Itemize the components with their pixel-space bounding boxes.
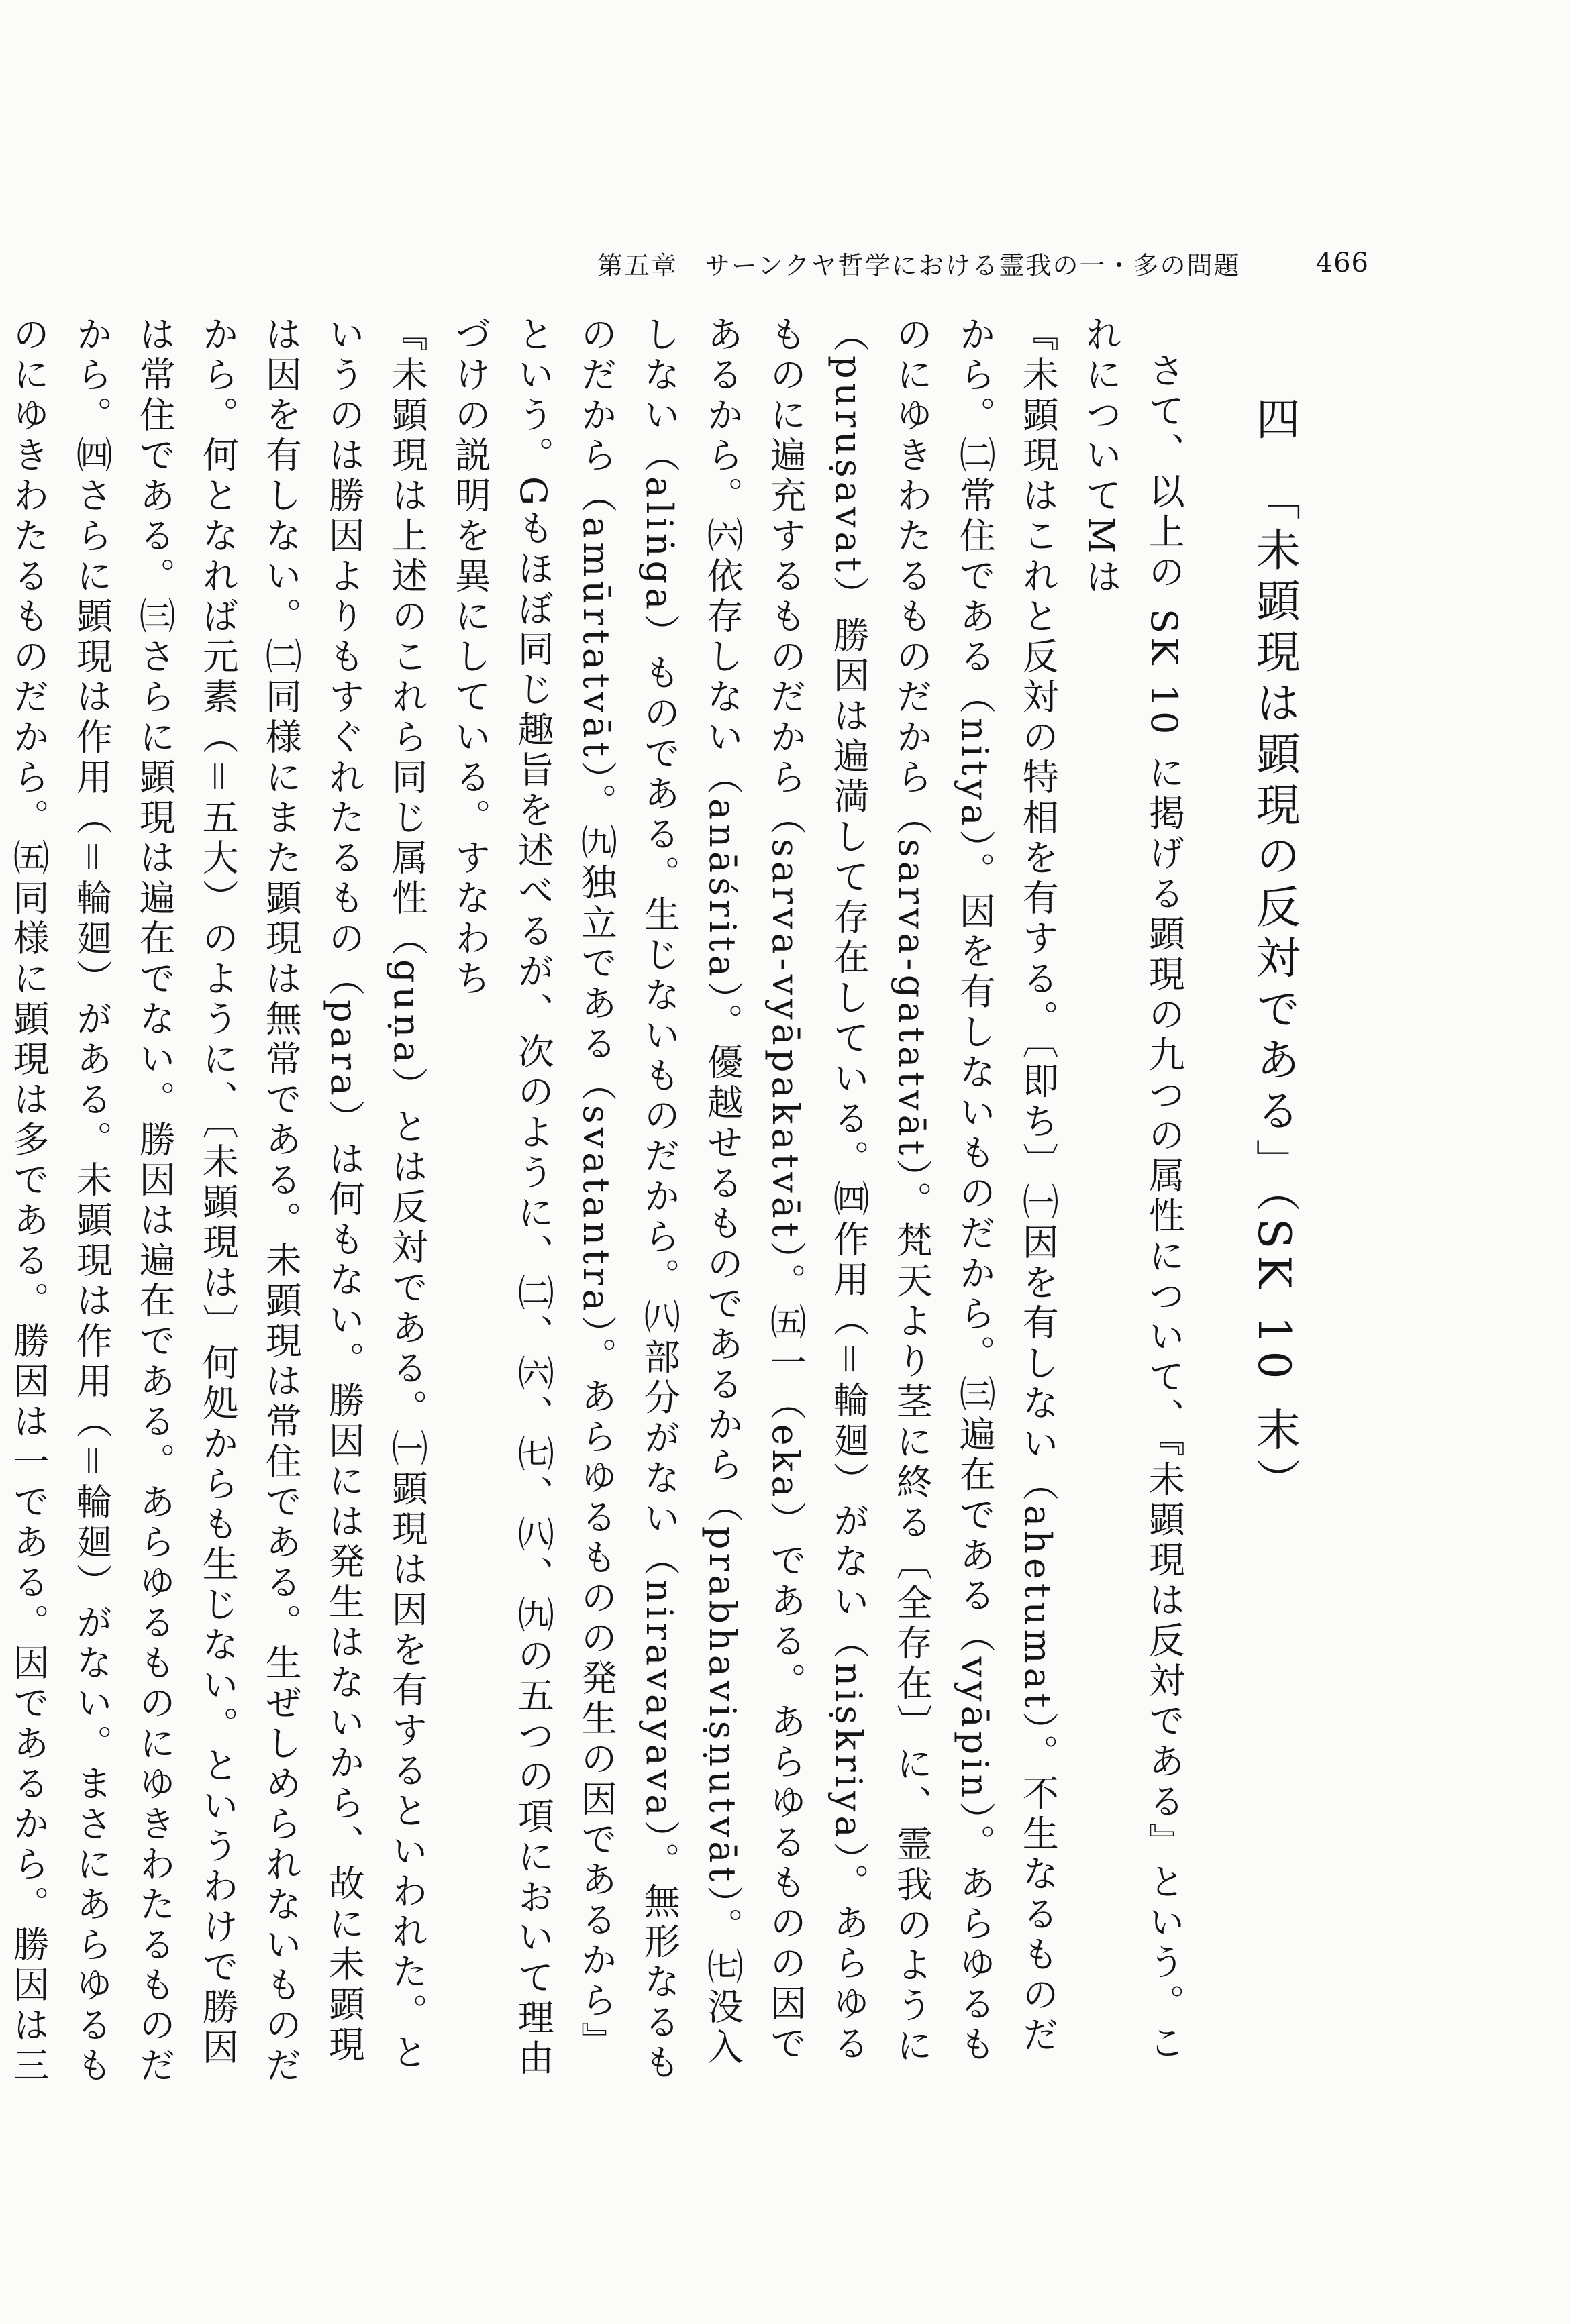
page-number: 466 xyxy=(1315,248,1369,278)
quotation-g: 『未顕現は上述のこれら同じ属性（guṇa）とは反対である。㈠顕現は因を有するといわれた。というのは勝因よりもすぐれたるもの（para）は何もない。勝因には発生はないから、故に未顕現は因を有しない。㈡同様にまた顕現は無常である。未顕現は常住である。生ぜしめられないものだから。何となれば元素（＝五大）のように、〔未顕現は〕何処からも生じない。というわけで勝因は常住である。㈢さらに顕現は遍在でない。勝因は遍在である。あらゆるものにゆきわたるものだから。㈣さらに顕現は作用（＝輪廻）がある。未顕現は作用（＝輪廻）がない。まさにあらゆるものにゆきわたるものだから。㈤同様に顕現は多である。勝因は一である。因であるから。勝因は三 xyxy=(7,315,429,2087)
section-heading: 四 「未顕現は顕現の反対である」（SK 10 末） xyxy=(1248,396,1301,1509)
running-header xyxy=(597,243,1369,283)
paragraph-transition: という。Gもほぼ同じ趣旨を述べるが、次のように、㈡、㈥、㈦、㈧、㈨の五つの項において理由づけの説明を異にしている。すなわち xyxy=(449,315,555,2080)
chapter-title: 第五章 サーンクヤ哲学における霊我の一・多の問題 xyxy=(597,250,1241,280)
vertical-text-body xyxy=(7,315,1342,2093)
quotation-m: 『未顕現はこれと反対の特相を有する。〔即ち〕㈠因を有しない（ahetumat）。不生なるものだから。㈡常住である（nitya）。因を有しないものだから。㈢遍在である（vyāpin）。あらゆるものにゆきわたるものだから（sarva-gatatvāt）。梵天より茎に終る〔全存在〕に、霊我のように（puruṣavat）勝因は遍満して存在している。㈣作用（＝輪廻）がない（niṣkriya）。あらゆるものに遍充するものだから（sarva-vyāpakatvāt）。㈤一（eka）である。あらゆるものの因であるから。㈥依存しない（anāśrita）。優越せるものであるから（prabhaviṣṇutvāt）。㈦没入しない（aliṅga）ものである。生じないものだから。㈧部分がない（niravayava）。無形なるものだから（amūrtatvāt）。㈨独立である（svatantra）。あらゆるものの発生の因であるから』 xyxy=(575,315,1060,2084)
paragraph-intro: さて、以上の SK 10 に掲げる顕現の九つの属性について、『未顕現は反対である』という。これについてMは xyxy=(1080,315,1186,2064)
